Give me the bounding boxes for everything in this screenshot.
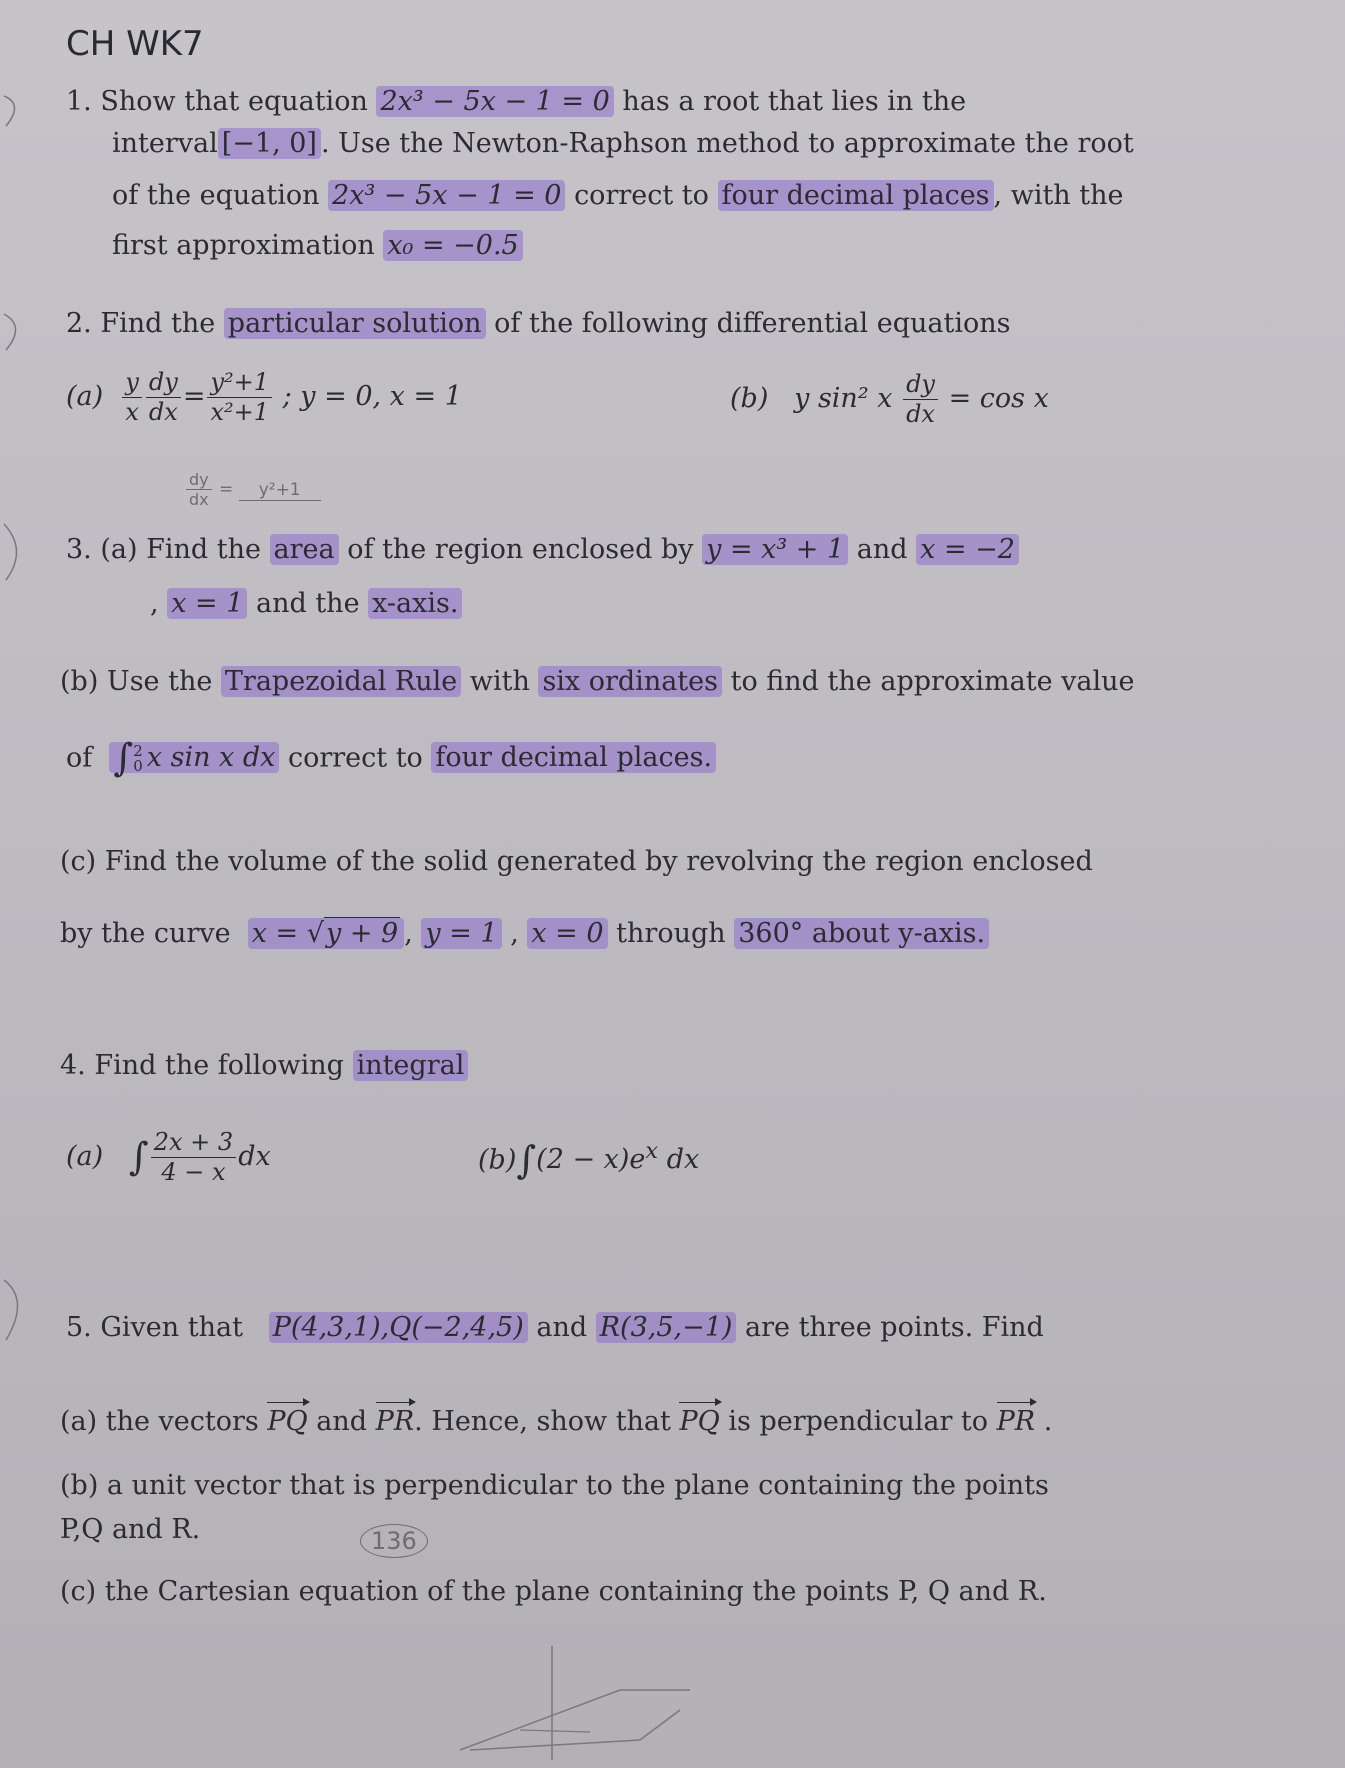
q1-line-4: first approximation x₀ = −0.5 bbox=[112, 230, 523, 262]
pencil-note-q5: 136 bbox=[360, 1524, 428, 1558]
q3c-360-highlight: 360° about y-axis. bbox=[734, 918, 989, 949]
q2a-equation: (a) $\frac{y}{x}$ $\frac{dy}{dx}$ = $\frac{\text{y²+1}}{\text{x²+1}}$ ; y = 0, x = 1 bbox=[66, 368, 462, 426]
q5a-line: (a) the vectors PQ and PR. Hence, show that PQ is perpendicular to PR . bbox=[60, 1406, 1053, 1437]
q3c-line-2: by the curve x = √y + 9 , y = 1 , x = 0 through 360° about y-axis. bbox=[60, 918, 989, 950]
q2-line-1: 2. Find the particular solution of the following differential equations bbox=[66, 308, 1011, 339]
q1-four-dp-highlight: four decimal places bbox=[718, 180, 994, 211]
q1-interval-highlight: [−1, 0] bbox=[218, 128, 321, 159]
q3b-four-dp-highlight: four decimal places. bbox=[431, 742, 716, 773]
q3b-line-2: of ∫2 0 x sin x dx correct to four decimal places. bbox=[66, 736, 716, 782]
q3c-y1-highlight: y = 1 bbox=[421, 918, 501, 949]
q3b-six-ordinates-highlight: six ordinates bbox=[538, 666, 722, 697]
q3c-curve-highlight: x = √y + 9 bbox=[248, 918, 404, 949]
q3a-xaxis-highlight: x-axis. bbox=[368, 588, 462, 619]
q1-line-2: interval [−1, 0] . Use the Newton-Raphson method to approximate the root bbox=[112, 128, 1134, 159]
q3a-area-highlight: area bbox=[270, 534, 339, 565]
q4a-equation: (a) ∫ $\frac{2x + 3}{4 - x}$ dx bbox=[66, 1128, 271, 1186]
q5-point-r-highlight: R(3,5,−1) bbox=[596, 1312, 737, 1343]
margin-pencil-marks bbox=[0, 80, 40, 1380]
q3c-line-1: (c) Find the volume of the solid generated by revolving the region enclosed bbox=[60, 846, 1093, 877]
pencil-sketch bbox=[440, 1640, 700, 1760]
q4-integral-highlight: integral bbox=[353, 1050, 469, 1081]
q5-points-highlight: P(4,3,1),Q(−2,4,5) bbox=[269, 1312, 528, 1343]
q3a-x-neg2-highlight: x = −2 bbox=[916, 534, 1019, 565]
q3c-x0-highlight: x = 0 bbox=[527, 918, 607, 949]
q4b-equation: $(b)\int(2 - x)e^x$ dx bbox=[478, 1138, 700, 1182]
q2b-equation: (b) y sin² x $\frac{dy}{dx}$ = cos x bbox=[730, 370, 1049, 428]
q1-first-approx-highlight: x₀ = −0.5 bbox=[383, 230, 522, 261]
q3a-curve-highlight: y = x³ + 1 bbox=[702, 534, 848, 565]
worksheet-title: CH WK7 bbox=[66, 24, 204, 64]
q1-line-1: 1. Show that equation 2x³ − 5x − 1 = 0 has a root that lies in the bbox=[66, 86, 967, 117]
q3a-x1-highlight: x = 1 bbox=[167, 588, 247, 619]
q1-equation-highlight: 2x³ − 5x − 1 = 0 bbox=[376, 86, 613, 117]
q3b-trapezoidal-highlight: Trapezoidal Rule bbox=[221, 666, 461, 697]
q2-particular-solution-highlight: particular solution bbox=[224, 308, 486, 339]
q3a-line-1: 3. (a) Find the area of the region enclosed by y = x³ + 1 and x = −2 bbox=[66, 534, 1019, 566]
q1-line-3: of the equation 2x³ − 5x − 1 = 0 correct to four decimal places , with the bbox=[112, 180, 1124, 211]
q5b-line-2: P,Q and R. bbox=[60, 1514, 201, 1545]
q3a-line-2: , x = 1 and the x-axis. bbox=[150, 588, 462, 620]
q5b-line-1: (b) a unit vector that is perpendicular to the plane containing the points bbox=[60, 1470, 1049, 1501]
q5-line-1: 5. Given that P(4,3,1),Q(−2,4,5) and R(3,5,−1) are three points. Find bbox=[66, 1312, 1044, 1343]
pencil-note-q2: $\frac{dy}{dx}$ = y²+1 bbox=[184, 470, 321, 509]
q4-line-1: 4. Find the following integral bbox=[60, 1050, 468, 1082]
q3b-integral-highlight: ∫2 0 x sin x dx bbox=[109, 742, 279, 773]
q1-equation-2-highlight: 2x³ − 5x − 1 = 0 bbox=[328, 180, 565, 211]
q5c-line: (c) the Cartesian equation of the plane containing the points P, Q and R. bbox=[60, 1576, 1047, 1607]
q3b-line-1: (b) Use the Trapezoidal Rule with six ordinates to find the approximate value bbox=[60, 666, 1135, 697]
